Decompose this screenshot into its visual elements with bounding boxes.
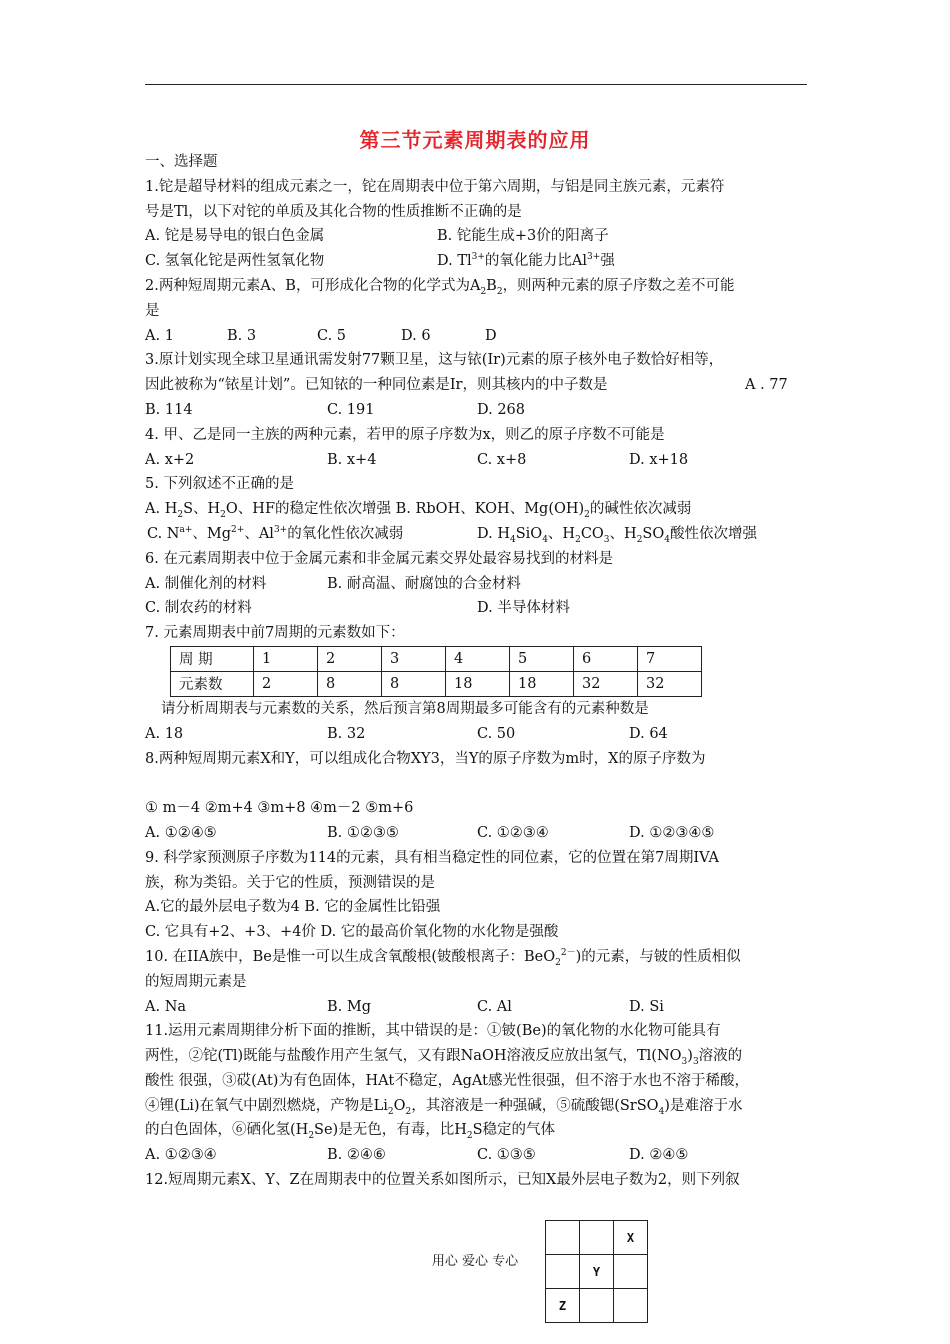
- q4-option-a: A. x+2: [145, 451, 195, 468]
- q8-option-d: D. ①②③④⑤: [629, 824, 715, 841]
- period-table: [170, 646, 702, 697]
- q4-options: [145, 448, 815, 473]
- q9-options-cd: C. 它具有+2、+3、+4价 D. 它的最高价氧化物的水化物是强酸: [145, 924, 559, 941]
- q7-option-a: A. 18: [145, 725, 184, 742]
- grid-cell: [614, 1289, 648, 1323]
- q5-option-b: B. RbOH、KOH、$Mg(OH)_2$的碱性依次减弱: [395, 501, 692, 521]
- q6-options-ab: [145, 572, 815, 597]
- q1-option-b: B. 铊能生成+3价的阳离子: [437, 228, 609, 245]
- q11-option-b: B. ②④⑥: [327, 1147, 386, 1164]
- q11-option-c: C. ①③⑤: [477, 1147, 536, 1164]
- q7-ask: 请分析周期表与元素数的关系，然后预言第8周期最多可能含有的元素种数是: [161, 700, 649, 717]
- count-cell: 8: [318, 671, 382, 696]
- q4-option-b: B. x+4: [327, 451, 377, 468]
- count-row: [171, 671, 702, 696]
- q11-line-3: 酸性 很强，③砹(At)为有色固体，HAt不稳定，AgAt感光性很强，但不溶于水也不溶于稀酸，: [145, 1072, 749, 1089]
- grid-cell: [580, 1221, 614, 1255]
- section-heading: 一、选择题: [145, 154, 218, 170]
- q1-option-c: C. 氢氧化铊是两性氢氧化物: [145, 253, 325, 270]
- q1-options-cd: [145, 249, 815, 274]
- period-cell: 1: [254, 646, 318, 671]
- count-cell: 32: [574, 671, 638, 696]
- top-rule: [145, 84, 807, 85]
- q11-line-4: ④锂(Li)在氧气中剧烈燃烧，产物是$Li_2O_2$，其溶液是一种强碱，⑤硫酸锶(SrSO$_4$)是难溶于水: [145, 1097, 743, 1117]
- page-title: 第三节元素周期表的应用: [359, 128, 591, 152]
- q2-option-d: D. 6: [401, 327, 431, 344]
- q4-option-d: D. x+18: [629, 451, 689, 468]
- q9-stem-1: 9. 科学家预测原子序数为114的元素，具有相当稳定性的同位素，它的位置在第7周期IVA: [145, 849, 720, 866]
- q5-options-ab: [145, 497, 815, 522]
- q6-stem: 6. 在元素周期表中位于金属元素和非金属元素交界处最容易找到的材料是: [145, 550, 613, 567]
- period-cell: 7: [638, 646, 702, 671]
- q2-option-a: A. 1: [145, 327, 174, 344]
- q5-options-cd: [145, 522, 815, 547]
- q5-stem: 5. 下列叙述不正确的是: [145, 476, 294, 493]
- count-cell: 18: [510, 671, 574, 696]
- grid-cell: [614, 1255, 648, 1289]
- count-header: 元素数: [171, 671, 254, 696]
- q11-line-5: 的白色固体，⑥硒化氢$(H_2Se)$是无色，有毒，比$H_2S$稳定的气体: [145, 1122, 556, 1142]
- q8-option-b: B. ①②③⑤: [327, 824, 399, 841]
- q10-options: [145, 995, 815, 1020]
- period-cell: 4: [446, 646, 510, 671]
- q5-option-a: A. $H_2S$、$H_2O$、HF的稳定性依次增强: [145, 501, 391, 521]
- q11-line-2: 两性，②铊(Tl)既能与盐酸作用产生氢气，又有跟NaOH溶液反应放出氢气，$Tl(NO_3)_3$溶液的: [145, 1048, 743, 1067]
- q4-stem: 4. 甲、乙是同一主族的两种元素，若甲的原子序数为x，则乙的原子序数不可能是: [145, 426, 665, 443]
- q1-stem-1: 1.铊是超导材料的组成元素之一，铊在周期表中位于第六周期，与铝是同主族元素，元素符: [145, 178, 725, 195]
- q8-stem: 8.两种短周期元素X和Y，可以组成化合物XY3，当Y的原子序数为m时，X的原子序数为: [145, 750, 706, 767]
- q6-options-cd: [145, 596, 815, 621]
- q3-option-d: D. 268: [477, 401, 526, 418]
- q6-option-d: D. 半导体材料: [477, 600, 570, 617]
- q11-options: [145, 1143, 815, 1168]
- q6-option-a: A. 制催化剂的材料: [145, 575, 267, 592]
- q10-option-a: A. Na: [145, 998, 187, 1015]
- q8-choices: ① m－4 ②m+4 ③m+8 ④m－2 ⑤m+6: [145, 800, 414, 817]
- q6-option-b: B. 耐高温、耐腐蚀的合金材料: [327, 575, 521, 592]
- q1-options-ab: [145, 224, 815, 249]
- q7-option-b: B. 32: [327, 725, 366, 742]
- q2-answer: D: [485, 327, 497, 344]
- q1-stem-2: 号是Tl，以下对铊的单质及其化合物的性质推断不正确的是: [145, 203, 522, 220]
- q1-option-d: D. $Tl^{3+}$的氧化能力比$Al^{3+}$强: [437, 252, 615, 270]
- q3-stem-1: 3.原计划实现全球卫星通讯需发射77颗卫星，这与铱(Ir)元素的原子核外电子数恰好相等，: [145, 352, 724, 369]
- q10-option-b: B. Mg: [327, 998, 372, 1015]
- q8-option-a: A. ①②④⑤: [145, 824, 217, 841]
- q2-option-b: B. 3: [227, 327, 257, 344]
- q11-line-1: 11.运用元素周期律分析下面的推断，其中错误的是：①铍(Be)的氧化物的水化物可能具有: [145, 1023, 721, 1040]
- q10-option-d: D. Si: [629, 998, 664, 1015]
- q2-option-c: C. 5: [317, 327, 347, 344]
- period-cell: 3: [382, 646, 446, 671]
- grid-cell: [546, 1221, 580, 1255]
- count-cell: 2: [254, 671, 318, 696]
- q8-option-c: C. ①②③④: [477, 824, 549, 841]
- grid-cell-z: Z: [546, 1289, 580, 1323]
- grid-cell-x: X: [614, 1221, 648, 1255]
- q8-options: [145, 821, 815, 846]
- grid-cell: [546, 1255, 580, 1289]
- q5-option-d: D. $H_4SiO_4$、$H_2CO_3$、$H_2SO_4$酸性依次增强: [477, 525, 757, 545]
- period-cell: 5: [510, 646, 574, 671]
- q9-options-ab: A.它的最外层电子数为4 B. 它的金属性比铅强: [145, 899, 441, 916]
- q12-stem: 12.短周期元素X、Y、Z在周期表中的位置关系如图所示，已知X最外层电子数为2，则下列叙: [145, 1172, 740, 1189]
- page-footer: 用心 爱心 专心: [431, 1254, 519, 1269]
- q10-option-c: C. Al: [477, 998, 512, 1015]
- q2-stem-1: 2.两种短周期元素A、B，可形成化合物的化学式为$A_2B_2$，则两种元素的原子序数之差不可能: [145, 277, 735, 297]
- q3-option-c: C. 191: [327, 401, 375, 418]
- count-cell: 32: [638, 671, 702, 696]
- q6-option-c: C. 制农药的材料: [145, 600, 252, 617]
- q7-options: [145, 722, 815, 747]
- document-body: [145, 150, 815, 1193]
- q7-option-c: C. 50: [477, 725, 516, 742]
- q7-option-d: D. 64: [629, 725, 668, 742]
- q2-options: [145, 324, 815, 349]
- count-cell: 8: [382, 671, 446, 696]
- q2-stem-2: 是: [145, 302, 160, 319]
- q3-stem-2: 因此被称为“铱星计划”。已知铱的一种同位素是Ir，则其核内的中子数是 A . 77: [145, 373, 815, 398]
- q11-option-a: A. ①②③④: [145, 1147, 217, 1164]
- q4-option-c: C. x+8: [477, 451, 527, 468]
- count-cell: 18: [446, 671, 510, 696]
- q3-options: [145, 398, 815, 423]
- grid-cell-y: Y: [580, 1255, 614, 1289]
- q10-stem-2: 的短周期元素是: [145, 973, 247, 990]
- period-header: 周 期: [171, 646, 254, 671]
- xyz-position-grid: [545, 1220, 648, 1323]
- q5-option-c: C. $N^{a+}$、$Mg^{2+}$、$Al^{3+}$的氧化性依次减弱: [147, 525, 404, 542]
- q10-stem-1: 10. 在IIA族中，Be是惟一可以生成含氧酸根(铍酸根离子：BeO$_2^{2-}$)的元素，与铍的性质相似: [145, 948, 741, 968]
- q1-option-a: A. 铊是易导电的银白色金属: [145, 228, 325, 245]
- q11-option-d: D. ②④⑤: [629, 1147, 689, 1164]
- period-row: [171, 646, 702, 671]
- q3-option-b: B. 114: [145, 401, 193, 418]
- grid-cell: [580, 1289, 614, 1323]
- q9-stem-2: 族，称为类铅。关于它的性质，预测错误的是: [145, 874, 435, 891]
- q7-stem: 7. 元素周期表中前7周期的元素数如下：: [145, 625, 405, 642]
- period-cell: 2: [318, 646, 382, 671]
- period-cell: 6: [574, 646, 638, 671]
- q3-option-a: A . 77: [745, 377, 788, 394]
